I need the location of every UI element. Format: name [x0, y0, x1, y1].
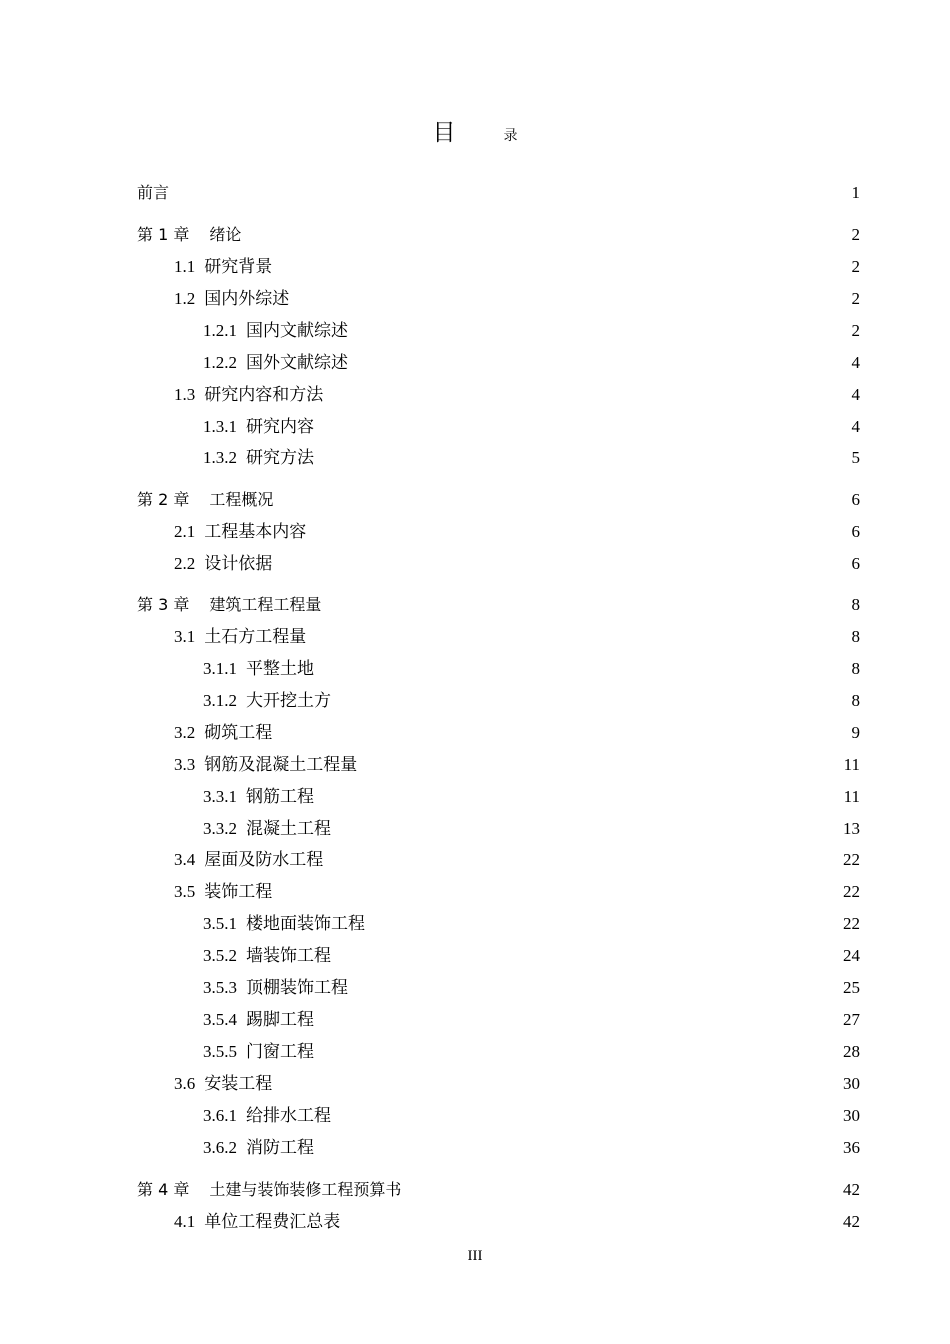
title-part-1: 目: [432, 120, 456, 146]
toc-entry-number: 3.5.1: [203, 914, 237, 933]
toc-entry[interactable]: [137, 177, 860, 209]
toc-entry[interactable]: [203, 781, 860, 813]
toc-entry-page: 4: [851, 417, 860, 436]
toc-entry[interactable]: [174, 717, 860, 749]
toc-entry-page: 11: [843, 755, 860, 774]
toc-entry-page: 8: [851, 659, 860, 678]
toc-entry-number: 3.6.2: [203, 1138, 237, 1157]
toc-entry-label: 安装工程: [204, 1074, 273, 1093]
toc-entry-number: 3.5.2: [203, 946, 237, 965]
toc-entry[interactable]: [203, 813, 860, 845]
toc-entry-page: 6: [851, 490, 860, 509]
toc-entry[interactable]: [203, 1004, 860, 1036]
toc-entry-label: 土建与装饰装修工程预算书: [209, 1180, 402, 1199]
toc-entry[interactable]: [174, 1206, 860, 1238]
toc-entry-page: 25: [843, 978, 860, 997]
toc-entry-number: 3.3.2: [203, 819, 237, 838]
toc-entry-page: 42: [843, 1180, 860, 1199]
toc-entry[interactable]: [203, 940, 860, 972]
toc-entry[interactable]: [203, 972, 860, 1004]
toc-entry[interactable]: [203, 1036, 860, 1068]
toc-entry-label: 土石方工程量: [204, 627, 307, 646]
toc-entry-page: 2: [851, 225, 860, 244]
toc-entry-label: 绪论: [209, 225, 242, 244]
toc-entry-label: 国内文献综述: [246, 321, 348, 340]
toc-entry-number: 1.2.2: [203, 353, 237, 372]
toc-entry-number: 3.5.5: [203, 1042, 237, 1061]
toc-entry-number: 1.3.1: [203, 417, 237, 436]
toc-entry-number: 2.1: [174, 522, 196, 541]
toc-entry-label: 顶棚装饰工程: [246, 978, 348, 997]
toc-entry-number: 第 2 章: [137, 490, 190, 509]
toc-entry-label: 研究方法: [246, 448, 314, 467]
toc-entry-label: 砌筑工程: [204, 723, 273, 742]
toc-entry-label: 楼地面装饰工程: [246, 914, 365, 933]
toc-entry-label: 给排水工程: [246, 1106, 331, 1125]
toc-entry-page: 2: [851, 257, 860, 276]
toc-entry-page: 27: [843, 1010, 860, 1029]
toc-entry-number: 1.2: [174, 289, 196, 308]
toc-entry-number: 3.6: [174, 1074, 196, 1093]
title-part-2: 录: [503, 128, 518, 144]
toc-entry[interactable]: [203, 1132, 860, 1164]
toc-entry-page: 13: [843, 819, 860, 838]
toc-entry-label: 平整土地: [246, 659, 314, 678]
toc-entry[interactable]: [174, 844, 860, 876]
toc-entry-label: 国内外综述: [204, 289, 290, 308]
toc-entry[interactable]: [174, 749, 860, 781]
toc-entry[interactable]: [174, 516, 860, 548]
toc-entry-page: 24: [843, 946, 860, 965]
toc-entry-label: 研究内容: [246, 417, 314, 436]
toc-entry-page: 6: [851, 554, 860, 573]
toc-entry-label: 研究背景: [204, 257, 273, 276]
toc-entry-label: 单位工程费汇总表: [204, 1212, 341, 1231]
toc-entry[interactable]: [203, 347, 860, 379]
toc-entry-page: 11: [843, 787, 860, 806]
toc-entry-label: 钢筋及混凝土工程量: [204, 755, 358, 774]
toc-entry-page: 9: [851, 723, 860, 742]
toc-entry[interactable]: [174, 1068, 860, 1100]
toc-entry-label: 混凝土工程: [246, 819, 331, 838]
toc-entry[interactable]: [174, 283, 860, 315]
toc-entry-page: 8: [851, 627, 860, 646]
toc-entry-number: 3.4: [174, 850, 196, 869]
toc-entry-page: 4: [851, 385, 860, 404]
toc-entry-page: 28: [843, 1042, 860, 1061]
toc-entry-number: 第 3 章: [137, 595, 190, 614]
toc-entry[interactable]: [203, 685, 860, 717]
toc-entry-number: 3.1.2: [203, 691, 237, 710]
toc-entry-page: 36: [843, 1138, 860, 1157]
toc-entry-label: 钢筋工程: [246, 787, 314, 806]
toc-entry-number: 1.1: [174, 257, 196, 276]
toc-entry-label: 国外文献综述: [246, 353, 348, 372]
toc-entry[interactable]: [174, 379, 860, 411]
toc-entry-page: 4: [851, 353, 860, 372]
toc-entry[interactable]: [203, 315, 860, 347]
toc-entry[interactable]: [137, 589, 860, 621]
toc-entry-page: 2: [851, 289, 860, 308]
toc-entry-page: 22: [843, 882, 860, 901]
toc-entry-number: 3.1: [174, 627, 196, 646]
toc-entry-page: 5: [851, 448, 860, 467]
toc-entry-page: 6: [851, 522, 860, 541]
toc-entry[interactable]: [203, 1100, 860, 1132]
toc-entry-number: 3.3.1: [203, 787, 237, 806]
toc-entry-page: 2: [851, 321, 860, 340]
toc-entry-number: 3.2: [174, 723, 196, 742]
page-number: III: [467, 1248, 483, 1264]
toc-entry-number: 第 1 章: [137, 225, 190, 244]
toc-entry-label: 工程基本内容: [204, 522, 307, 541]
toc-entry-number: 4.1: [174, 1212, 196, 1231]
toc-entry-label: 消防工程: [246, 1138, 314, 1157]
toc-entry-label: 建筑工程工程量: [209, 595, 322, 614]
toc-entry-page: 30: [843, 1074, 860, 1093]
toc-entry-number: 1.3.2: [203, 448, 237, 467]
toc-entry-page: 22: [843, 914, 860, 933]
toc-entry-number: 2.2: [174, 554, 196, 573]
toc-entry-page: 22: [843, 850, 860, 869]
toc-entry-page: 30: [843, 1106, 860, 1125]
toc-entry-label: 装饰工程: [204, 882, 273, 901]
toc-entry[interactable]: [174, 251, 860, 283]
page-title: [0, 114, 950, 147]
toc-entry-page: 8: [851, 691, 860, 710]
toc-entry-label: 踢脚工程: [246, 1010, 314, 1029]
toc-entry-number: 第 4 章: [137, 1180, 190, 1199]
toc-entry[interactable]: [137, 484, 860, 516]
toc-entry-number: 3.6.1: [203, 1106, 237, 1125]
toc-entry[interactable]: [203, 908, 860, 940]
toc-entry[interactable]: [203, 653, 860, 685]
toc-entry[interactable]: [137, 1174, 860, 1206]
toc-entry-label: 工程概况: [209, 490, 274, 509]
toc-entry-page: 1: [851, 183, 860, 202]
toc-entry-label: 设计依据: [204, 554, 273, 573]
toc-entry-label: 前言: [137, 183, 170, 202]
toc-entry[interactable]: [174, 548, 860, 580]
toc-entry[interactable]: [174, 621, 860, 653]
toc-entry-number: 3.1.1: [203, 659, 237, 678]
toc-entry-number: 3.3: [174, 755, 196, 774]
toc-entry-page: 42: [843, 1212, 860, 1231]
toc-entry-number: 1.2.1: [203, 321, 237, 340]
toc-entry[interactable]: [137, 219, 860, 251]
toc-entry-number: 3.5: [174, 882, 196, 901]
toc-entry[interactable]: [174, 876, 860, 908]
toc-entry-label: 门窗工程: [246, 1042, 314, 1061]
toc-entry[interactable]: [203, 411, 860, 443]
toc-entry-label: 屋面及防水工程: [204, 850, 324, 869]
toc-entry-number: 1.3: [174, 385, 196, 404]
toc-entry-label: 大开挖土方: [246, 691, 331, 710]
toc-entry-page: 8: [851, 595, 860, 614]
toc-entry-number: 3.5.3: [203, 978, 237, 997]
toc-entry-number: 3.5.4: [203, 1010, 237, 1029]
toc-entry[interactable]: [203, 442, 860, 474]
toc-entry-label: 研究内容和方法: [204, 385, 324, 404]
toc-entry-label: 墙装饰工程: [246, 946, 331, 965]
